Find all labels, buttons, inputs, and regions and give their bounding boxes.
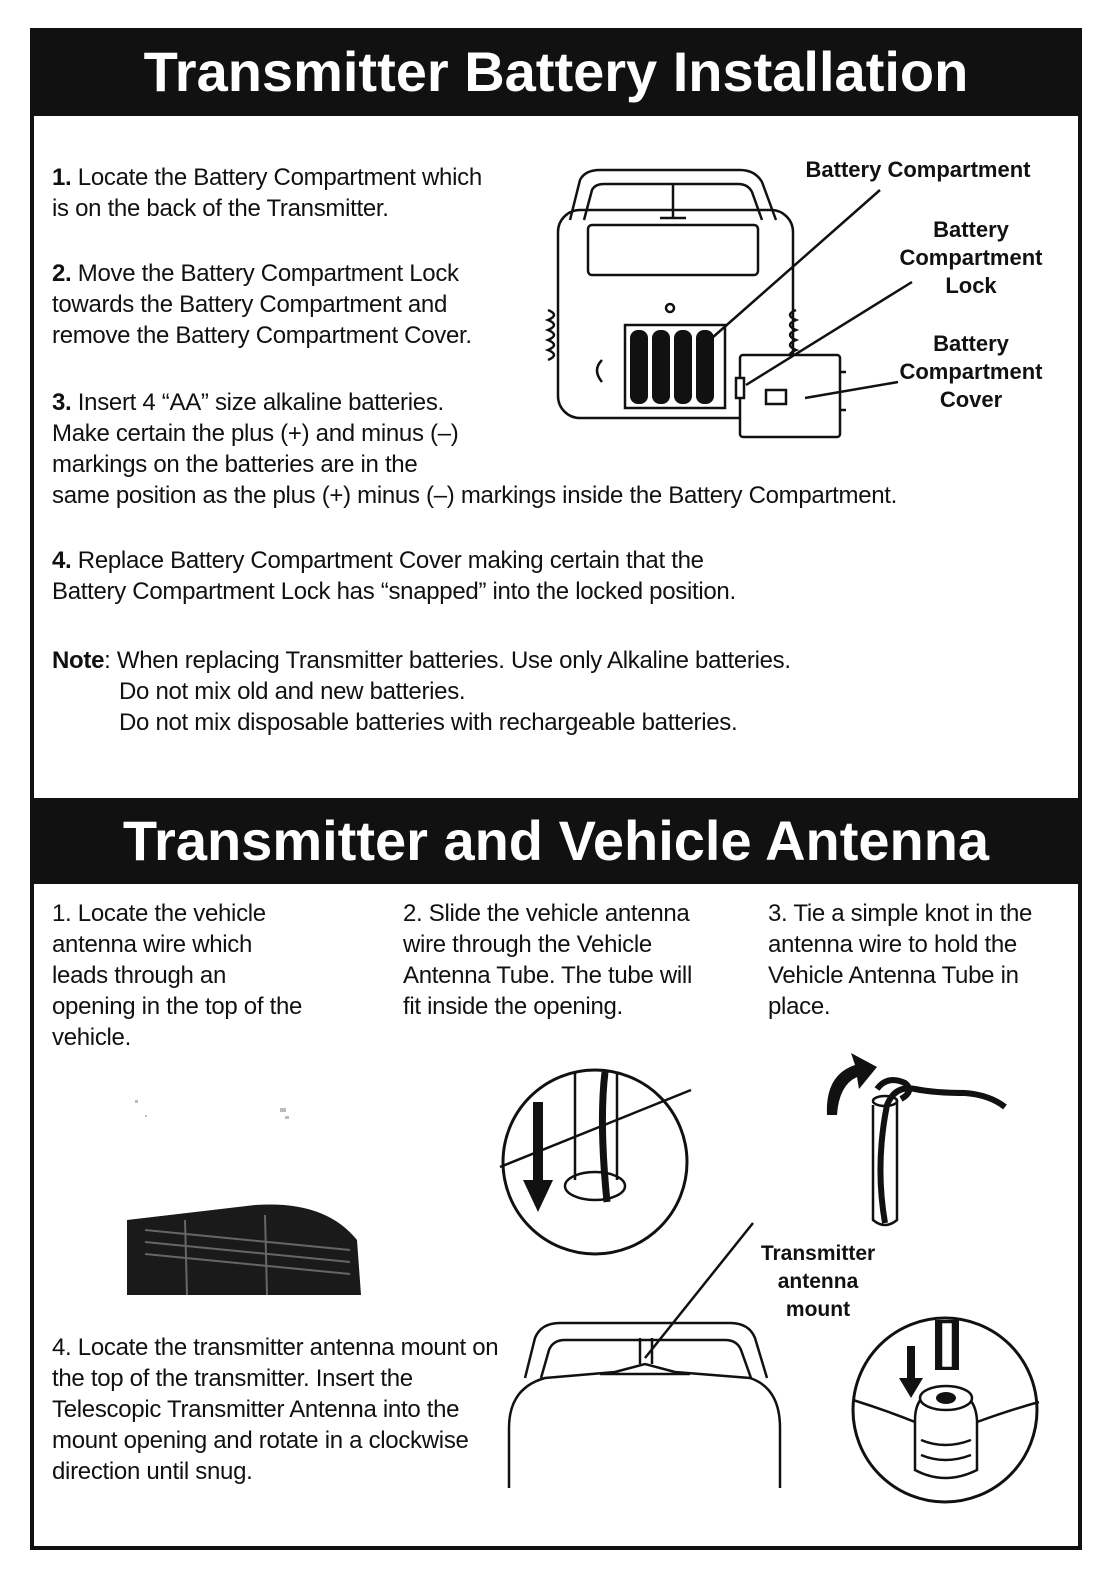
- label-battery-compartment: Battery Compartment: [805, 157, 1031, 182]
- antenna-step1: 1. Locate the vehicle antenna wire which leads through an opening in the top of the vehicle.: [52, 900, 303, 1051]
- step2: [52, 258, 492, 351]
- step3-line2: Make certain the plus (+) and minus (–): [52, 420, 459, 447]
- step2-number: 2.: [52, 260, 72, 287]
- note-line2: Do not mix old and new batteries.: [119, 678, 466, 705]
- section2-title: Transmitter and Vehicle Antenna: [30, 798, 1082, 884]
- transmitter-top-illustration: [505, 1268, 795, 1494]
- step4-line2: Battery Compartment Lock has “snapped” into the locked position.: [52, 578, 736, 605]
- antenna-knot-illustration: [815, 1045, 1015, 1235]
- note-line1: When replacing Transmitter batteries. Use only Alkaline batteries.: [116, 647, 791, 674]
- step3-line4: same position as the plus (+) minus (–) markings inside the Battery Compartment.: [52, 482, 898, 509]
- antenna-tube-illustration: [495, 1062, 695, 1262]
- transmitter-back-illustration: [540, 160, 900, 450]
- antenna-step3: 3. Tie a simple knot in the antenna wire to hold the Vehicle Antenna Tube in place.: [768, 900, 1033, 1020]
- section1-title: Transmitter Battery Installation: [30, 28, 1082, 116]
- step1-text: Locate the Battery Compartment which is on the back of the Transmitter.: [52, 164, 482, 222]
- step1-number: 1.: [52, 164, 72, 191]
- antenna-mount-closeup: [845, 1310, 1045, 1510]
- step4: [52, 545, 952, 607]
- note-line3: Do not mix disposable batteries with rechargeable batteries.: [119, 709, 738, 736]
- label-transmitter-antenna-mount: Transmitter antenna mount: [760, 1242, 876, 1321]
- step3-line3: markings on the batteries are in the: [52, 451, 418, 478]
- label-battery-compartment-cover: Battery Compartment Cover: [899, 331, 1043, 412]
- step2-text: Move the Battery Compartment Lock towards the Battery Compartment and remove the Battery Compartment Cover.: [52, 260, 472, 349]
- step3-number: 3.: [52, 389, 72, 416]
- vehicle-photo: [125, 1090, 375, 1300]
- note-label: Note: [52, 647, 105, 674]
- antenna-step4: 4. Locate the transmitter antenna mount on the top of the transmitter. Insert the Telescopic Transmitter Antenna into the mount opening and rotate in a clockwise direction until snug.: [52, 1334, 499, 1485]
- step4-line1: Replace Battery Compartment Cover making certain that the: [77, 547, 704, 574]
- label-battery-compartment-lock: Battery Compartment Lock: [899, 217, 1043, 298]
- antenna-step2: 2. Slide the vehicle antenna wire through the Vehicle Antenna Tube. The tube will fit inside the opening.: [403, 900, 692, 1020]
- step4-number: 4.: [52, 547, 72, 574]
- note: Note: When replacing Transmitter batteries. Use only Alkaline batteries. Do not mix old and new batteries. Do not mix disposable batteries with rechargeable batteries.: [52, 645, 952, 738]
- step1: [52, 162, 482, 224]
- step3-line1: Insert 4 “AA” size alkaline batteries.: [77, 389, 444, 416]
